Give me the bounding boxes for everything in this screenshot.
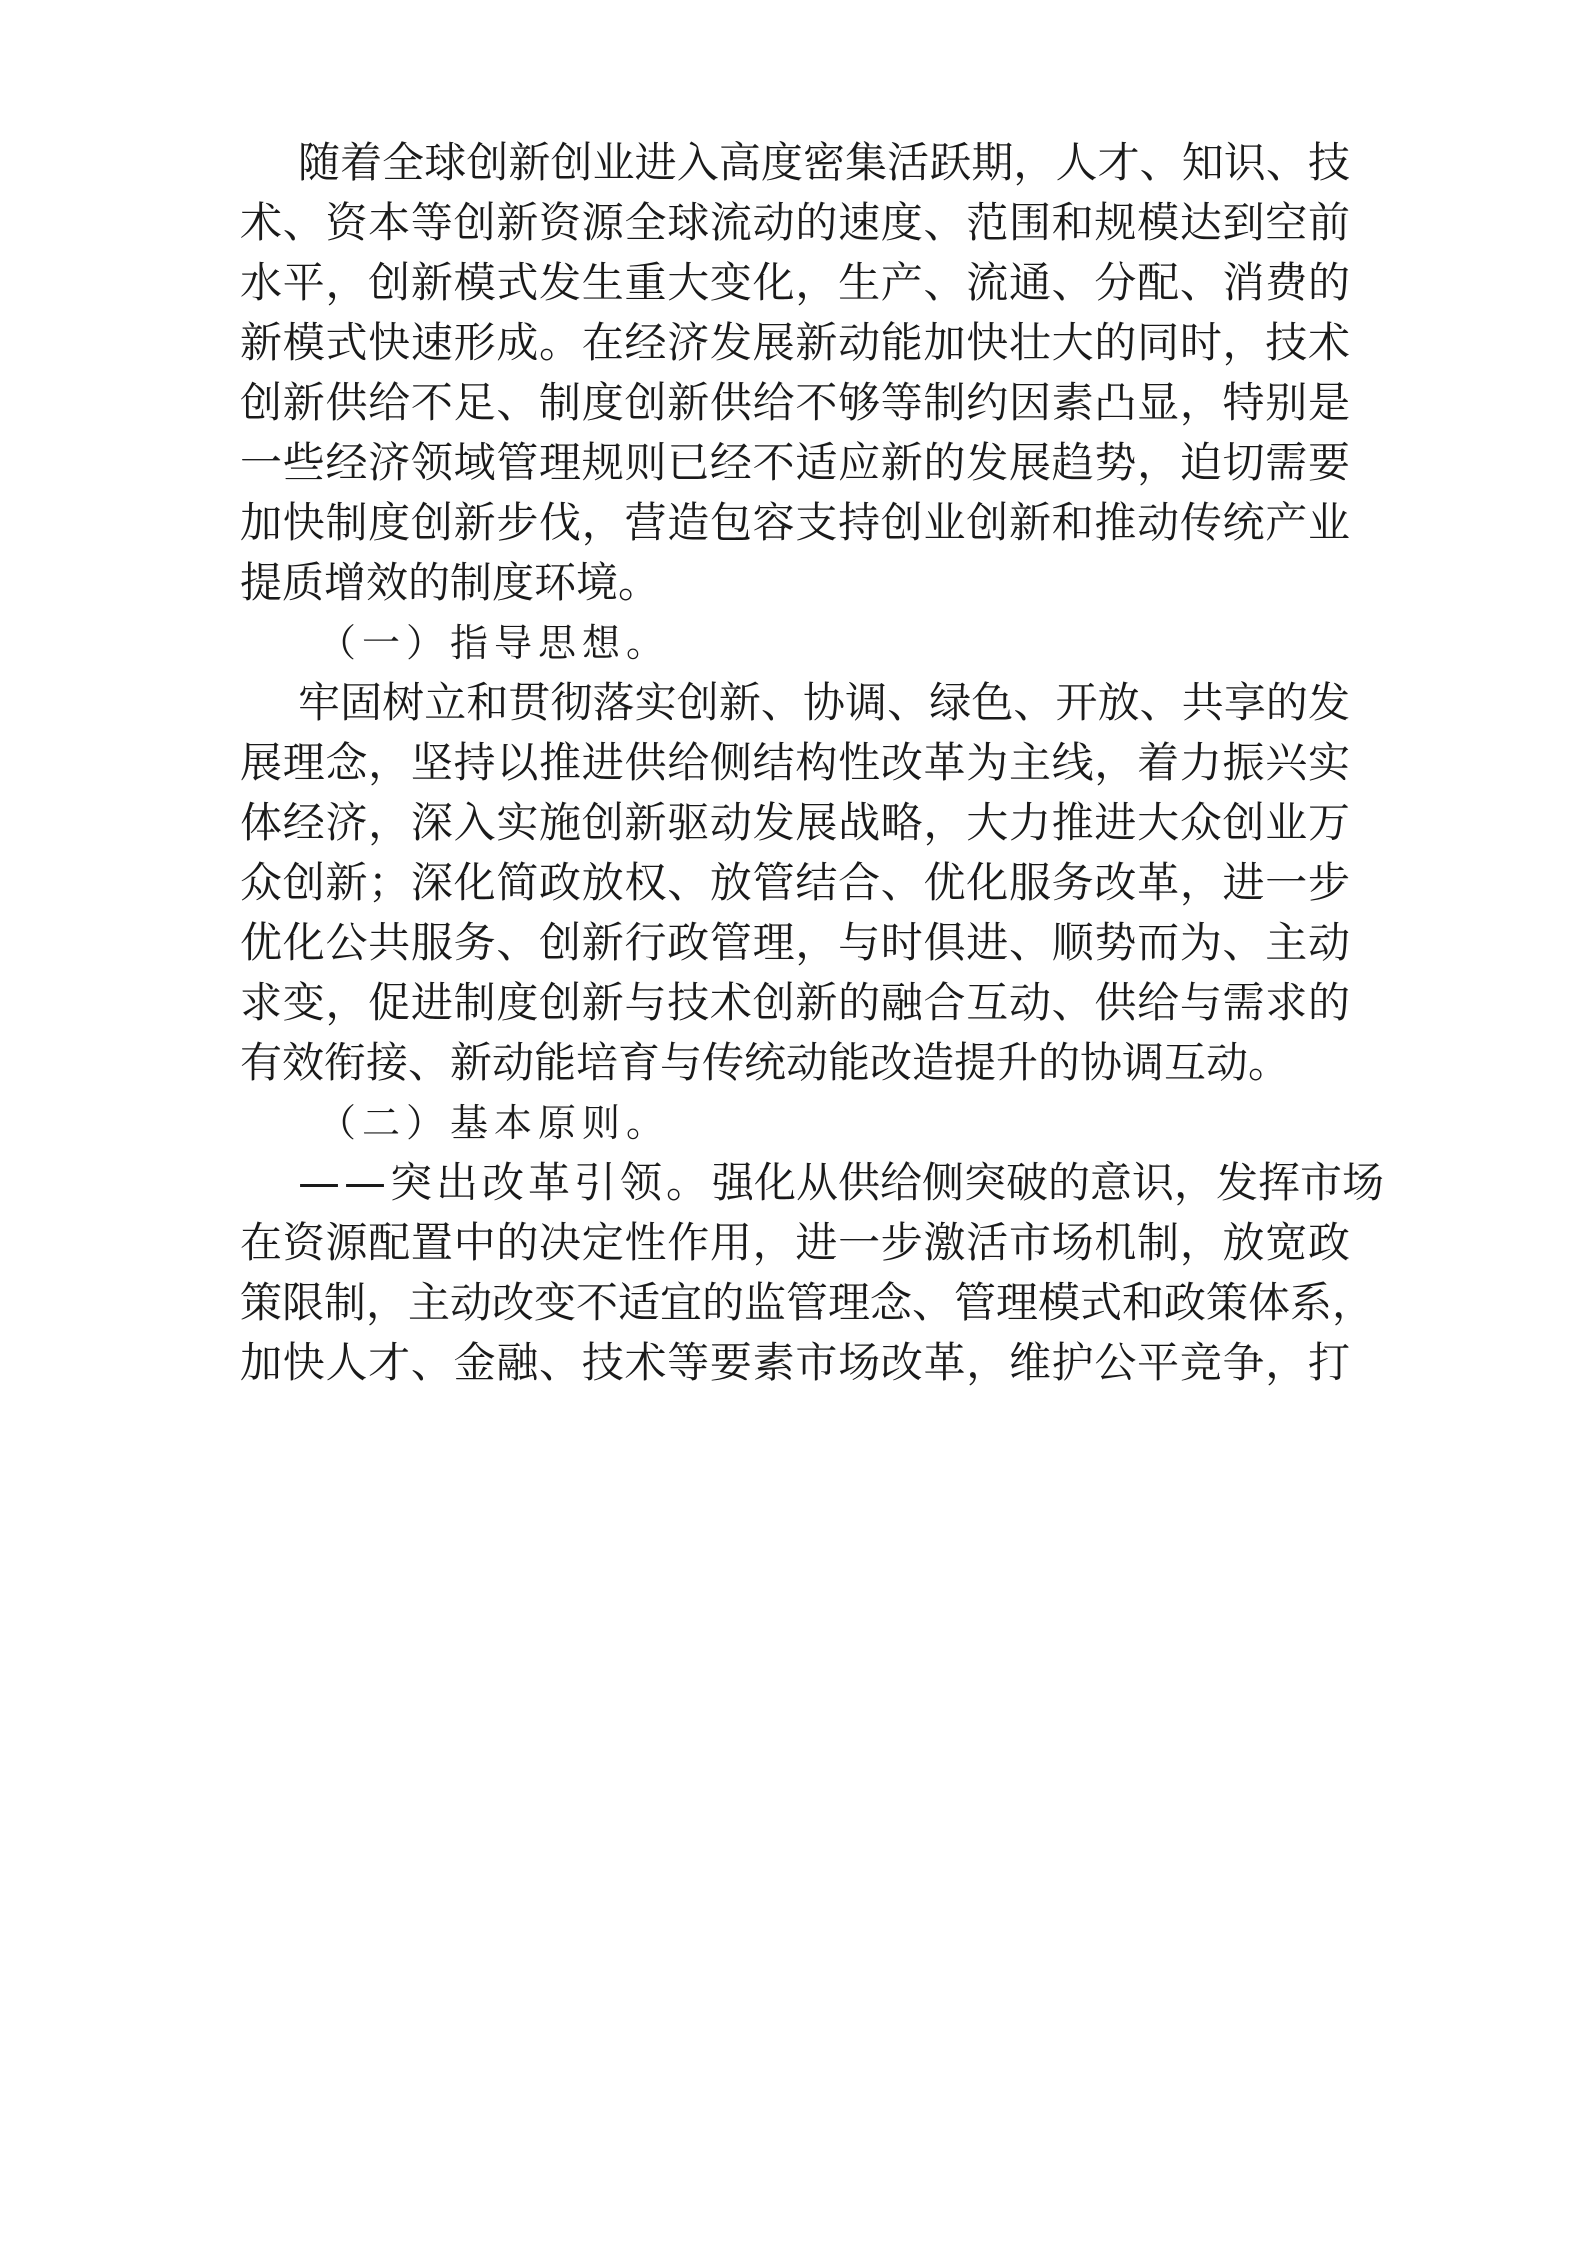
section-heading-guiding-ideology: （一）指导思想。 [318, 621, 671, 665]
paragraph-2-line: 体经济，深入实施创新驱动发展战略，大力推进大众创业万 [240, 798, 1350, 847]
paragraph-1-line: 术、资本等创新资源全球流动的速度、范围和规模达到空前 [240, 198, 1350, 247]
paragraph-1-line: 创新供给不足、制度创新供给不够等制约因素凸显，特别是 [240, 378, 1350, 427]
section-heading-basic-principles: （二）基本原则。 [318, 1101, 671, 1145]
paragraph-3-first-line [298, 1153, 1385, 1213]
paragraph-2-line: 有效衔接、新动能培育与传统动能改造提升的协调互动。 [240, 1038, 1291, 1087]
paragraph-2-line: 优化公共服务、创新行政管理，与时俱进、顺势而为、主动 [240, 918, 1350, 967]
paragraph-2-line: 求变，促进制度创新与技术创新的融合互动、供给与需求的 [240, 978, 1350, 1027]
paragraph-2-line: 牢固树立和贯彻落实创新、协调、绿色、开放、共享的发 [298, 678, 1350, 727]
paragraph-3-line-rest: 强化从供给侧突破的意识，发挥市场 [712, 1158, 1385, 1207]
paragraph-1-line: 加快制度创新步伐，营造包容支持创业创新和推动传统产业 [240, 498, 1350, 547]
paragraph-3-line: 加快人才、金融、技术等要素市场改革，维护公平竞争，打 [240, 1338, 1350, 1387]
paragraph-3-line: 在资源配置中的决定性作用，进一步激活市场机制，放宽政 [240, 1218, 1350, 1267]
paragraph-2-line: 众创新；深化简政放权、放管结合、优化服务改革，进一步 [240, 858, 1350, 907]
paragraph-1-line: 一些经济领域管理规则已经不适应新的发展趋势，迫切需要 [240, 438, 1350, 487]
paragraph-1-line: 水平，创新模式发生重大变化，生产、流通、分配、消费的 [240, 258, 1350, 307]
principle-lead: ——突出改革引领。 [298, 1158, 713, 1207]
paragraph-2-line: 展理念，坚持以推进供给侧结构性改革为主线，着力振兴实 [240, 738, 1350, 787]
paragraph-1-line: 提质增效的制度环境。 [240, 558, 661, 607]
paragraph-1-line: 随着全球创新创业进入高度密集活跃期，人才、知识、技 [298, 138, 1350, 187]
paragraph-1-line: 新模式快速形成。在经济发展新动能加快壮大的同时，技术 [240, 318, 1350, 367]
paragraph-3-line: 策限制，主动改变不适宜的监管理念、管理模式和政策体系， [240, 1278, 1375, 1327]
